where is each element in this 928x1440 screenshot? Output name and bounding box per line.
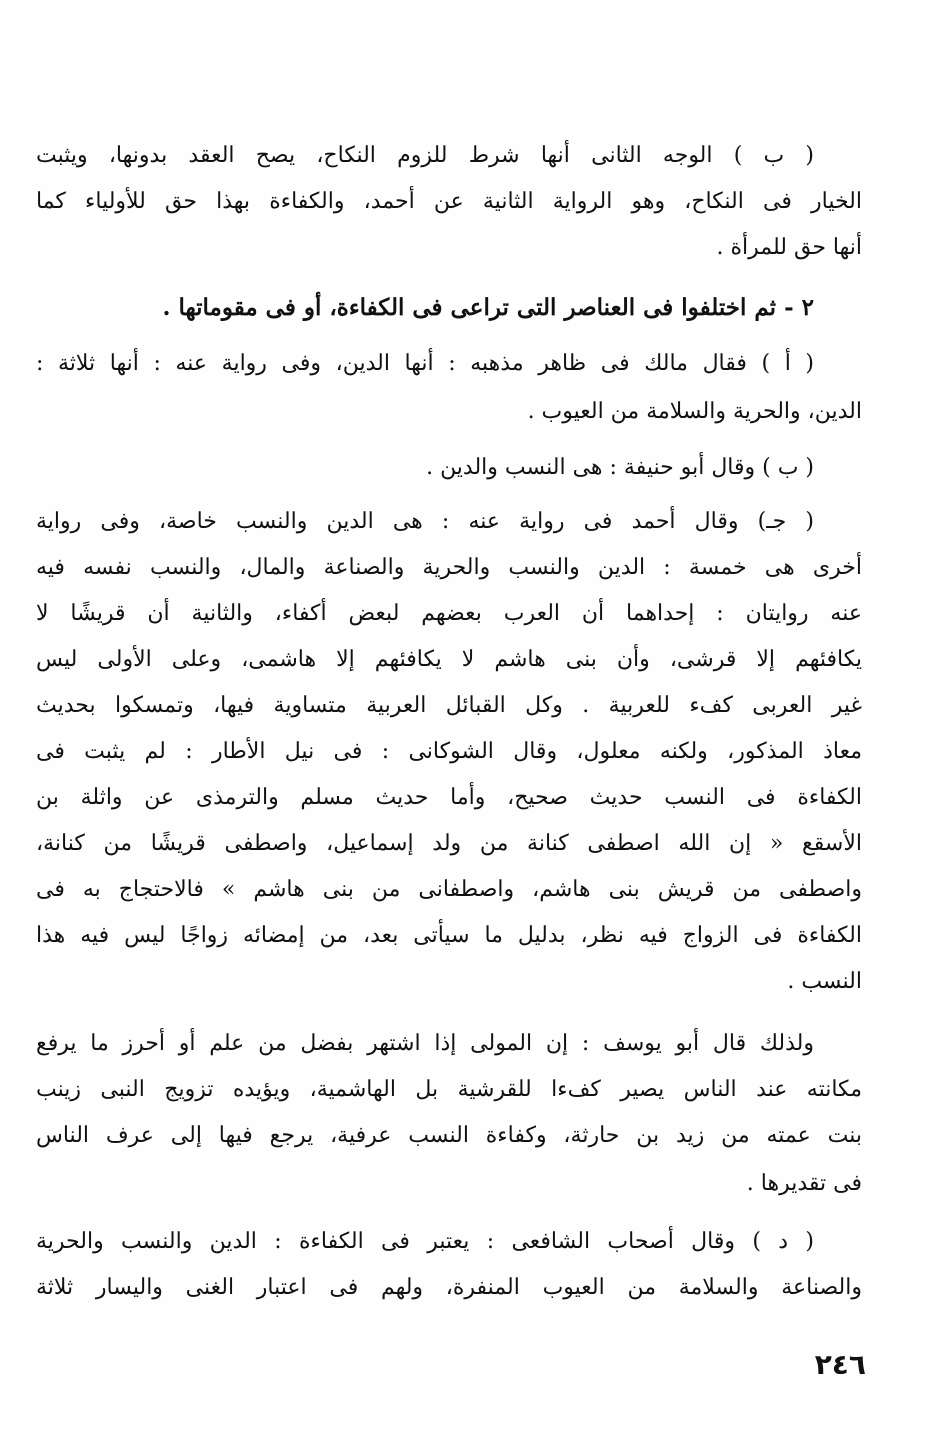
text-line: الكفاءة فى النسب حديث صحيح، وأما حديث مسلم والترمذى عن واثلة بن: [36, 785, 862, 810]
text-line: الخيار فى النكاح، وهو الرواية الثانية عن أحمد، والكفاءة بهذا حق للأولياء كما: [36, 189, 862, 214]
text-line: ( د ) وقال أصحاب الشافعى : يعتبر فى الكفاءة : الدين والنسب والحرية: [36, 1229, 814, 1254]
text-line: واصطفى من قريش بنى هاشم، واصطفانى من بنى هاشم » فالاحتجاج به فى: [36, 877, 862, 902]
text-line: ( ب ) وقال أبو حنيفة : هى النسب والدين .: [426, 455, 814, 480]
text-line: أنها حق للمرأة .: [716, 235, 862, 260]
text-line: فى تقديرها .: [746, 1171, 862, 1196]
text-line: الكفاءة فى الزواج فيه نظر، بدليل ما سيأتى بعد، من إمضائه زواجًا ليس فيه هذا: [36, 923, 862, 948]
text-line: ( جـ) وقال أحمد فى رواية عنه : هى الدين والنسب خاصة، وفى رواية: [36, 509, 814, 534]
text-line: معاذ المذكور، ولكنه معلول، وقال الشوكانى : فى نيل الأطار : لم يثبت فى: [36, 739, 862, 764]
text-line: عنه روايتان : إحداهما أن العرب بعضهم لبعض أكفاء، والثانية أن قريشًا لا: [36, 601, 862, 626]
text-line: والصناعة والسلامة من العيوب المنفرة، ولهم فى اعتبار الغنى واليسار ثلاثة: [36, 1275, 862, 1300]
page-number: ٢٤٦: [814, 1348, 866, 1381]
text-line: غير العربى كفء للعربية . وكل القبائل العربية متساوية فيها، وتمسكوا بحديث: [36, 693, 862, 718]
text-line: ( أ ) فقال مالك فى ظاهر مذهبه : أنها الدين، وفى رواية عنه : أنها ثلاثة :: [36, 351, 814, 376]
text-line: يكافئهم إلا قرشى، وأن بنى هاشم لا يكافئهم إلا هاشمى، وعلى الأولى ليس: [36, 647, 862, 672]
text-line: أخرى هى خمسة : الدين والنسب والحرية والصناعة والمال، والنسب نفسه فيه: [36, 555, 862, 580]
text-line: النسب .: [787, 969, 862, 994]
text-line: مكانته عند الناس يصير كفءا للقرشية بل الهاشمية، ويؤيده تزويج النبى زينب: [36, 1077, 862, 1102]
text-line: الأسقع « إن الله اصطفى كنانة من ولد إسماعيل، واصطفى قريشًا من كنانة،: [36, 831, 862, 856]
text-line: الدين، والحرية والسلامة من العيوب .: [527, 399, 862, 424]
section-heading: ٢ - ثم اختلفوا فى العناصر التى تراعى فى الكفاءة، أو فى مقوماتها .: [162, 294, 814, 321]
text-line: ( ب ) الوجه الثانى أنها شرط للزوم النكاح، يصح العقد بدونها، ويثبت: [36, 143, 814, 168]
text-line: ولذلك قال أبو يوسف : إن المولى إذا اشتهر بفضل من علم أو أحرز ما يرفع: [36, 1031, 814, 1056]
text-line: بنت عمته من زيد بن حارثة، وكفاءة النسب عرفية، يرجع فيها إلى عرف الناس: [36, 1123, 862, 1148]
